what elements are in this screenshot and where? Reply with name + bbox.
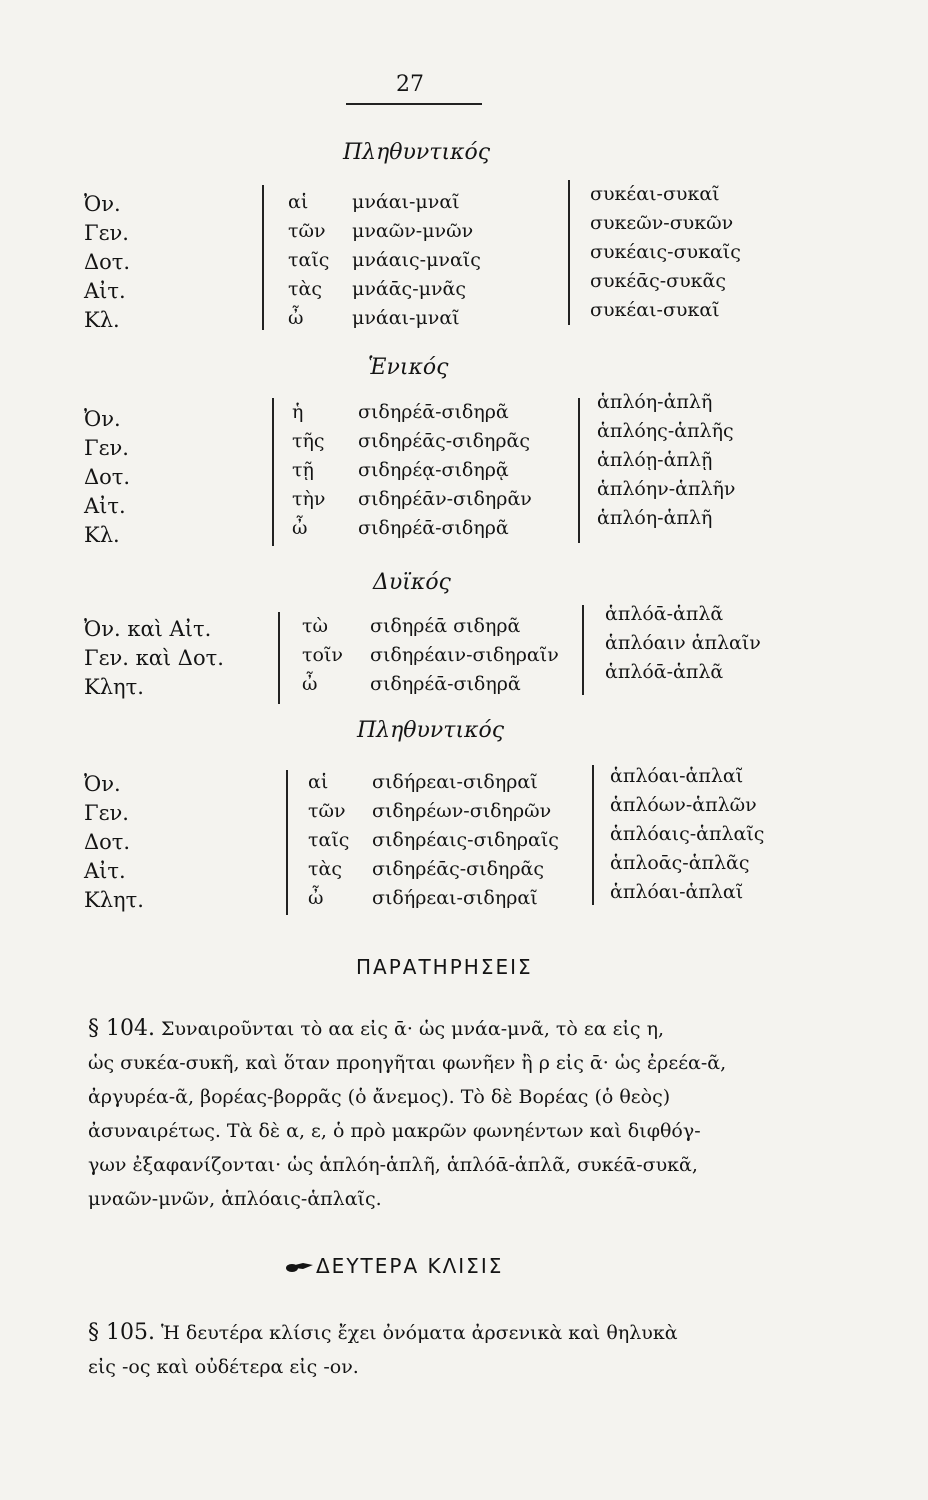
article: τῶν (308, 800, 346, 822)
heading-plural-2: Πληθυντικός (357, 718, 505, 743)
form: ἁπλόῃ-ἁπλῇ (597, 449, 713, 471)
section-title: ΔΕΥΤΕΡΑ ΚΛΙΣΙΣ (316, 1254, 504, 1278)
case-label: Γεν. καὶ Δοτ. (84, 646, 224, 670)
form: ἁπλόαις-ἁπλαῖς (610, 823, 765, 845)
article: τὰς (288, 278, 322, 300)
text-line: εἰς -ος καὶ οὐδέτερα εἰς -ον. (88, 1356, 359, 1378)
form: ἁπλόαι-ἁπλαῖ (610, 881, 744, 903)
form: σιδηρέαιν-σιδηραῖν (370, 644, 559, 666)
article: ταῖς (288, 249, 330, 271)
form: ἁπλόης-ἁπλῆς (597, 420, 734, 442)
form: σιδηρέᾱ σιδηρᾶ (370, 615, 521, 637)
case-label: Κλητ. (84, 675, 144, 699)
form: μνάαις-μναῖς (352, 249, 481, 271)
form: συκέαι-συκαῖ (590, 183, 720, 205)
forms-b-2 (597, 388, 735, 533)
case-label: Δοτ. (84, 830, 131, 854)
case-labels-2 (84, 405, 130, 550)
case-label: Δοτ. (84, 250, 131, 274)
article: αἱ (288, 191, 309, 213)
articles-2 (292, 398, 325, 543)
article: τῶν (288, 220, 326, 242)
pointing-hand-icon-svg (285, 1259, 315, 1273)
form: συκεῶν-συκῶν (590, 212, 734, 234)
table-rule (272, 398, 274, 546)
articles-4 (308, 768, 349, 913)
heading-dual: Δυϊκός (373, 570, 451, 595)
section-number: § 104. (88, 1016, 155, 1041)
form: μνάαι-μναῖ (352, 307, 460, 329)
heading-singular: Ἑνικός (368, 355, 449, 380)
article: ὦ (302, 673, 318, 695)
case-label: Κλ. (84, 308, 120, 332)
form: ἁπλόαιν ἁπλαῖν (605, 632, 761, 654)
table-rule (568, 180, 570, 325)
case-label: Ὀν. (84, 772, 121, 796)
case-label: Ὀν. (84, 192, 121, 216)
articles-1 (288, 188, 329, 333)
case-label: Αἰτ. (84, 494, 126, 518)
article: τὰς (308, 858, 342, 880)
article: τοῖν (302, 644, 343, 666)
table-rule (592, 765, 594, 905)
forms-b-1 (590, 180, 741, 325)
forms-a-2 (358, 398, 532, 543)
forms-a-1 (352, 188, 481, 333)
table-rule (262, 185, 264, 330)
case-label: Γεν. (84, 801, 129, 825)
case-label: Γεν. (84, 436, 129, 460)
articles-3 (302, 612, 343, 699)
article: ταῖς (308, 829, 350, 851)
form: σιδηρέᾱς-σιδηρᾶς (358, 430, 531, 452)
paragraph-104 (88, 1012, 848, 1216)
form: σιδηρέᾱ-σιδηρᾶ (358, 517, 509, 539)
form: ἁπλόᾱ-ἁπλᾶ (605, 603, 724, 625)
text-line: Ἡ δευτέρα κλίσις ἔχει ὀνόματα ἀρσενικὰ καὶ θηλυκὰ (161, 1322, 678, 1344)
form: ἁπλόαι-ἁπλαῖ (610, 765, 744, 787)
case-label: Ὀν. καὶ Αἰτ. (84, 617, 212, 641)
text-line: ἀσυναιρέτως. Τὰ δὲ α, ε, ὁ πρὸ μακρῶν φωνηέντων καὶ διφθόγ- (88, 1120, 701, 1142)
text-line: γων ἐξαφανίζονται· ὡς ἁπλόη-ἁπλῆ, ἁπλόᾱ-ἁπλᾶ, συκέᾱ-συκᾶ, (88, 1154, 698, 1176)
pointing-hand-icon (285, 1258, 315, 1277)
article: τῇ (292, 459, 314, 481)
article: αἱ (308, 771, 329, 793)
form: σιδηρέᾳ-σιδηρᾷ (358, 459, 509, 481)
forms-a-4 (372, 768, 559, 913)
form: μνάαι-μναῖ (352, 191, 460, 213)
form: μνάᾱς-μνᾶς (352, 278, 466, 300)
remarks-heading: ΠΑΡΑΤΗΡΗΣΕΙΣ (356, 955, 533, 979)
table-rule (286, 770, 288, 915)
case-labels-3 (84, 615, 224, 702)
header-rule (346, 103, 482, 105)
form: ἁπλόην-ἁπλῆν (597, 478, 736, 500)
section-number: § 105. (88, 1320, 155, 1345)
form: ἁπλόη-ἁπλῆ (597, 507, 713, 529)
form: συκέαις-συκαῖς (590, 241, 741, 263)
form: σιδήρεαι-σιδηραῖ (372, 771, 538, 793)
case-label: Αἰτ. (84, 859, 126, 883)
case-labels-4 (84, 770, 144, 915)
form: ἁπλόη-ἁπλῆ (597, 391, 713, 413)
forms-b-4 (610, 762, 764, 907)
text-line: ὡς συκέα-συκῆ, καὶ ὅταν προηγῆται φωνῆεν ἢ ρ εἰς ᾱ· ὡς ἐρεέα-ᾶ, (88, 1052, 727, 1074)
article: τὴν (292, 488, 326, 510)
forms-a-3 (370, 612, 559, 699)
article: τῆς (292, 430, 325, 452)
case-label: Αἰτ. (84, 279, 126, 303)
article: ὦ (292, 517, 308, 539)
form: συκέαι-συκαῖ (590, 299, 720, 321)
text-line: ἀργυρέα-ᾶ, βορέας-βορρᾶς (ὁ ἄνεμος). Τὸ δὲ Βορέας (ὁ θεὸς) (88, 1086, 671, 1108)
text-line: μναῶν-μνῶν, ἁπλόαις-ἁπλαῖς. (88, 1188, 382, 1210)
form: ἁπλοᾱς-ἁπλᾶς (610, 852, 750, 874)
table-rule (278, 612, 280, 704)
paragraph-105 (88, 1316, 848, 1384)
case-label: Κλητ. (84, 888, 144, 912)
heading-plural-1: Πληθυντικός (343, 140, 491, 165)
form: σιδηρέᾱς-σιδηρᾶς (372, 858, 545, 880)
form: σιδηρέᾱ-σιδηρᾶ (370, 673, 521, 695)
article: ὦ (308, 887, 324, 909)
article: ἡ (292, 401, 304, 423)
form: σιδηρέαις-σιδηραῖς (372, 829, 559, 851)
table-rule (582, 605, 584, 695)
form: σιδηρέᾱν-σιδηρᾶν (358, 488, 532, 510)
case-label: Δοτ. (84, 465, 131, 489)
form: ἁπλόᾱ-ἁπλᾶ (605, 661, 724, 683)
case-labels-1 (84, 190, 130, 335)
article: ὦ (288, 307, 304, 329)
page-number: 27 (396, 72, 424, 97)
form: σιδήρεαι-σιδηραῖ (372, 887, 538, 909)
case-label: Κλ. (84, 523, 120, 547)
text-line: Συναιροῦνται τὸ αα εἰς ᾱ· ὡς μνάα-μνᾶ, τὸ εα εἰς η, (161, 1018, 665, 1040)
form: μναῶν-μνῶν (352, 220, 474, 242)
article: τὼ (302, 615, 329, 637)
form: συκέᾱς-συκᾶς (590, 270, 726, 292)
case-label: Γεν. (84, 221, 129, 245)
form: σιδηρέᾱ-σιδηρᾶ (358, 401, 509, 423)
table-rule (578, 398, 580, 543)
form: σιδηρέων-σιδηρῶν (372, 800, 552, 822)
form: ἁπλόων-ἁπλῶν (610, 794, 757, 816)
forms-b-3 (605, 600, 761, 687)
case-label: Ὀν. (84, 407, 121, 431)
